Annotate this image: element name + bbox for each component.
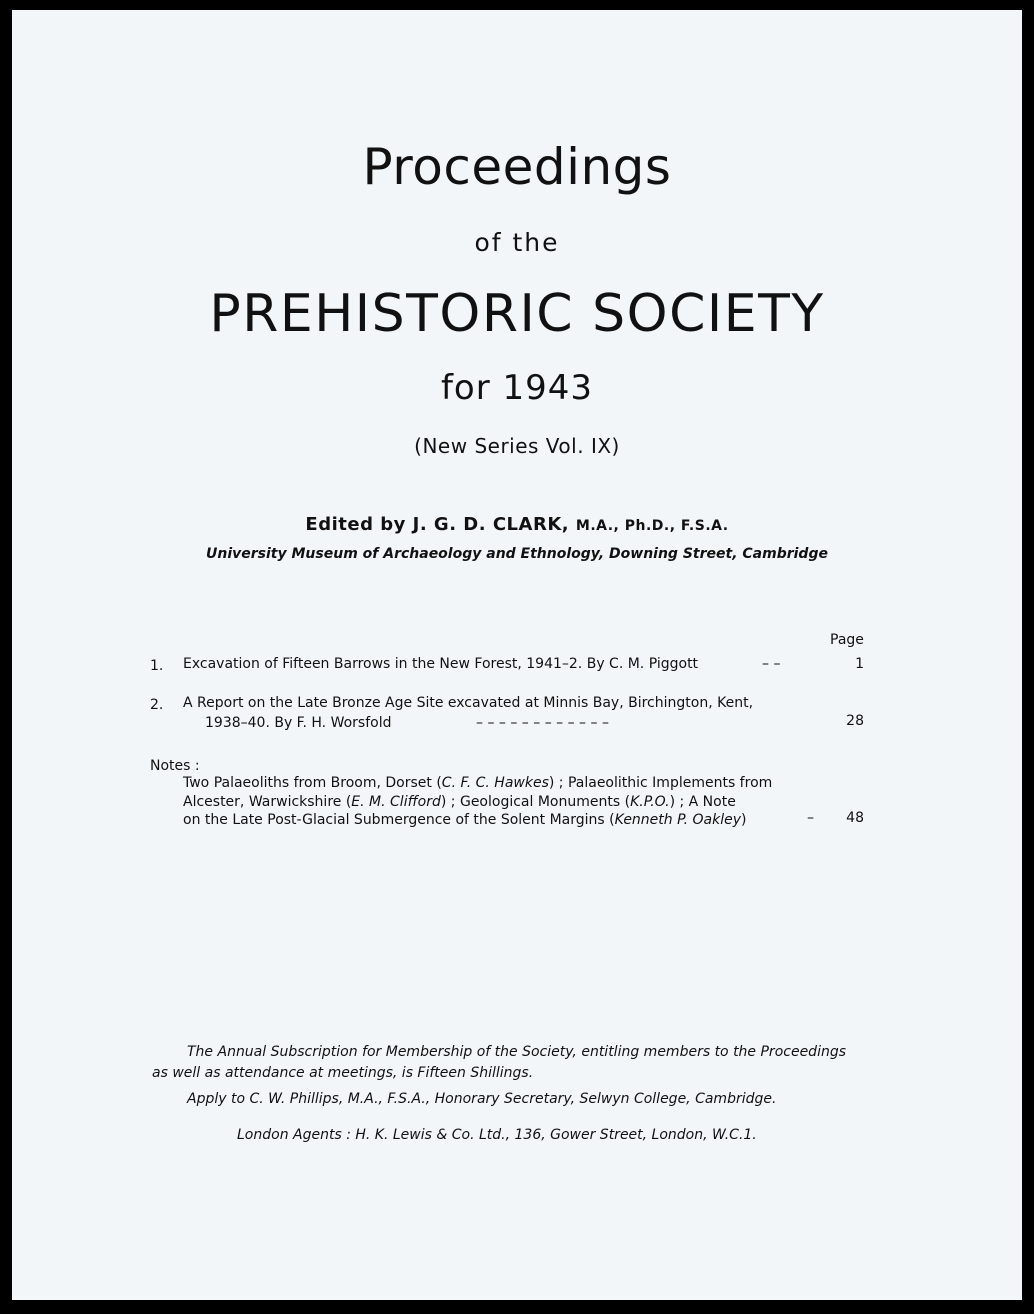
notes-line-1: Two Palaeoliths from Broom, Dorset (C. F. C. Hawkes) ; Palaeolithic Implements from — [183, 775, 773, 791]
editor-qualifications: M.A., Ph.D., F.S.A. — [575, 518, 729, 534]
page-column-header: Page — [830, 632, 864, 648]
contents-item-2-title-cont: 1938–40. By F. H. Worsfold — [205, 715, 392, 731]
notes-leader: – — [807, 810, 814, 826]
title-series: (New Series Vol. IX) — [414, 434, 620, 458]
editor-name: Edited by J. G. D. CLARK, — [305, 514, 570, 535]
apply-line: Apply to C. W. Phillips, M.A., F.S.A., Honorary Secretary, Selwyn College, Cambridge. — [187, 1091, 777, 1107]
contents-item-2-title: A Report on the Late Bronze Age Site excavated at Minnis Bay, Birchington, Kent, — [183, 695, 754, 711]
notes-line-2: Alcester, Warwickshire (E. M. Clifford) ; Geological Monuments (K.P.O.) ; A Note — [183, 794, 736, 810]
subscription-line-1: The Annual Subscription for Membership of the Society, entitling members to the Proceedings — [187, 1044, 847, 1060]
contents-item-1-number: 1. — [150, 658, 164, 674]
notes-author-clifford: E. M. Clifford — [351, 794, 441, 810]
title-of-the: of the — [474, 228, 560, 257]
notes-label: Notes : — [150, 758, 200, 774]
contents-item-2-number: 2. — [150, 697, 164, 713]
editor-line — [12, 514, 1022, 535]
title-society: PREHISTORIC SOCIETY — [209, 284, 825, 344]
editor-institution: University Museum of Archaeology and Ethnology, Downing Street, Cambridge — [206, 546, 828, 562]
contents-item-1-leader: – – — [762, 656, 781, 672]
contents-item-1-page: 1 — [855, 656, 864, 672]
notes-line-3: on the Late Post-Glacial Submergence of the Solent Margins (Kenneth P. Oakley) — [183, 812, 747, 828]
contents-item-2-page: 28 — [846, 713, 864, 729]
notes-page: 48 — [846, 810, 864, 826]
subscription-line-2: as well as attendance at meetings, is Fifteen Shillings. — [152, 1065, 534, 1081]
notes-author-oakley: Kenneth P. Oakley — [614, 812, 742, 828]
notes-author-kpo: K.P.O. — [630, 794, 670, 810]
agents-line: London Agents : H. K. Lewis & Co. Ltd., 136, Gower Street, London, W.C.1. — [237, 1127, 757, 1143]
title-year: for 1943 — [440, 368, 594, 408]
contents-item-1-title: Excavation of Fifteen Barrows in the New Forest, 1941–2. By C. M. Piggott — [183, 656, 699, 672]
notes-author-hawkes: C. F. C. Hawkes — [441, 775, 549, 791]
contents-item-2-leader: – – – – – – – – – – – – — [476, 715, 609, 731]
title-proceedings: Proceedings — [362, 138, 672, 196]
document-page — [12, 10, 1022, 1300]
